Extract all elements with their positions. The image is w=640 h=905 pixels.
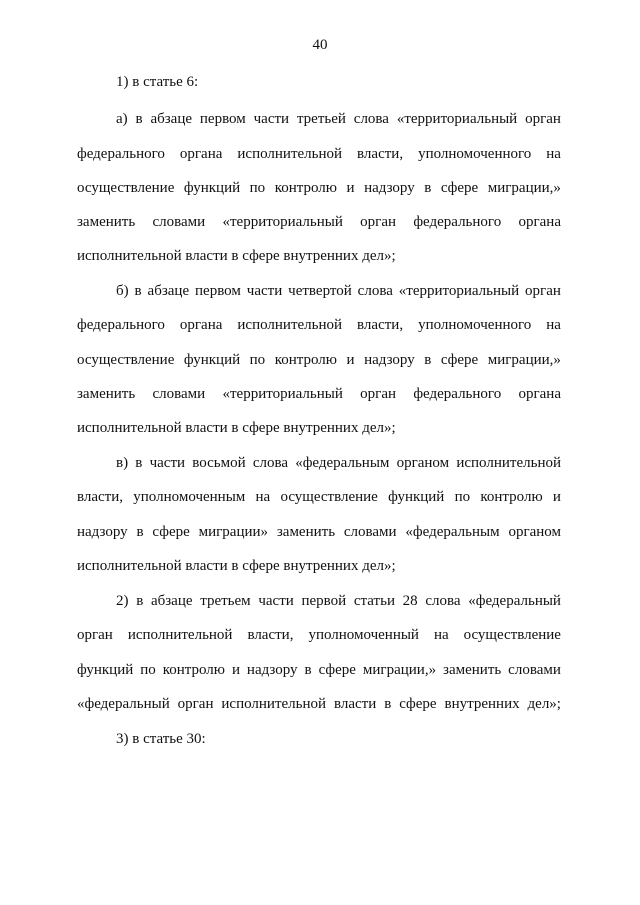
word: надзору bbox=[364, 180, 415, 196]
text-line bbox=[77, 178, 561, 198]
word: власти, bbox=[77, 489, 124, 505]
word: третьем bbox=[200, 593, 251, 609]
word: исполнительной bbox=[237, 146, 343, 162]
word: «федеральным bbox=[405, 524, 500, 540]
word: первом bbox=[199, 111, 246, 127]
word: в bbox=[424, 352, 432, 368]
word: словами bbox=[152, 386, 206, 402]
word: слова bbox=[353, 111, 389, 127]
word: по bbox=[249, 352, 266, 368]
word: «территориальный bbox=[398, 283, 520, 299]
word: абзаце bbox=[147, 283, 190, 299]
word: уполномоченного bbox=[418, 146, 532, 162]
word: на bbox=[546, 317, 561, 333]
word: орган bbox=[77, 627, 113, 643]
word: власти, bbox=[247, 627, 294, 643]
word: сфере bbox=[399, 696, 437, 712]
word: миграции,» bbox=[487, 352, 561, 368]
word: первом bbox=[195, 283, 241, 299]
text-line bbox=[116, 453, 561, 473]
word: в) bbox=[116, 455, 129, 471]
word: надзору bbox=[77, 524, 128, 540]
word: 28 bbox=[402, 593, 418, 609]
word: контролю bbox=[480, 489, 543, 505]
word: заменить bbox=[443, 662, 502, 678]
word: «федеральный bbox=[77, 696, 170, 712]
word: абзаце bbox=[150, 593, 193, 609]
word: словами bbox=[343, 524, 397, 540]
word: органа bbox=[518, 214, 561, 230]
word: органа bbox=[179, 146, 223, 162]
word: в bbox=[135, 455, 143, 471]
word: органа bbox=[518, 386, 561, 402]
word: в bbox=[136, 593, 144, 609]
word: словами bbox=[508, 662, 561, 678]
word: третьей bbox=[296, 111, 346, 127]
word: «территориальный bbox=[222, 386, 343, 402]
word: восьмой bbox=[192, 455, 246, 471]
word: в bbox=[304, 662, 312, 678]
word: и bbox=[552, 489, 561, 505]
word: власти, bbox=[357, 146, 404, 162]
word: абзаце bbox=[150, 111, 193, 127]
word: осуществление bbox=[463, 627, 561, 643]
word: заменить bbox=[77, 386, 136, 402]
word: контролю bbox=[274, 352, 337, 368]
word: в bbox=[384, 696, 392, 712]
word: в bbox=[135, 111, 143, 127]
line-text: исполнительной власти в сфере внутренних дел»; bbox=[77, 420, 396, 436]
word: на bbox=[546, 146, 561, 162]
word: контролю bbox=[274, 180, 337, 196]
line-text: исполнительной власти в сфере внутренних дел»; bbox=[77, 248, 396, 264]
word: функций bbox=[183, 180, 241, 196]
text-line bbox=[77, 694, 561, 714]
word: в bbox=[424, 180, 432, 196]
text-line bbox=[116, 591, 561, 611]
word: сфере bbox=[440, 180, 479, 196]
word: орган bbox=[177, 696, 214, 712]
word: внутренних bbox=[444, 696, 520, 712]
text-line bbox=[116, 729, 561, 749]
word: и bbox=[231, 662, 240, 678]
text-line bbox=[77, 418, 561, 438]
word: части bbox=[258, 593, 294, 609]
word: части bbox=[149, 455, 186, 471]
word: по bbox=[454, 489, 471, 505]
word: «федеральным bbox=[295, 455, 390, 471]
word: надзору bbox=[364, 352, 415, 368]
word: органом bbox=[396, 455, 450, 471]
text-line bbox=[77, 246, 561, 266]
word: 2) bbox=[116, 593, 129, 609]
word: слова bbox=[425, 593, 461, 609]
text-line bbox=[77, 212, 561, 232]
word: словами bbox=[152, 214, 206, 230]
word: заменить bbox=[77, 214, 136, 230]
word: федерального bbox=[77, 317, 165, 333]
text-line bbox=[77, 384, 561, 404]
word: в bbox=[134, 283, 142, 299]
word: уполномоченным bbox=[133, 489, 246, 505]
word: уполномоченный bbox=[308, 627, 419, 643]
word: орган bbox=[525, 111, 561, 127]
word: «федеральный bbox=[468, 593, 561, 609]
word: четвертой bbox=[288, 283, 352, 299]
text-line bbox=[77, 315, 561, 335]
word: а) bbox=[116, 111, 128, 127]
word: власти bbox=[333, 696, 377, 712]
word: сфере bbox=[152, 524, 190, 540]
word: исполнительной bbox=[237, 317, 343, 333]
word: по bbox=[249, 180, 266, 196]
word: на bbox=[433, 627, 449, 643]
text-line bbox=[77, 144, 561, 164]
line-text: исполнительной власти в сфере внутренних дел»; bbox=[77, 558, 396, 574]
word: исполнительной bbox=[221, 696, 327, 712]
word: миграции» bbox=[198, 524, 269, 540]
word: власти, bbox=[357, 317, 404, 333]
word: и bbox=[346, 180, 355, 196]
word: орган bbox=[360, 386, 397, 402]
word: функций bbox=[388, 489, 445, 505]
word: уполномоченного bbox=[418, 317, 532, 333]
word: контролю bbox=[162, 662, 225, 678]
word: осуществление bbox=[77, 352, 175, 368]
word: исполнительной bbox=[456, 455, 561, 471]
text-line bbox=[116, 109, 561, 129]
word: части bbox=[253, 111, 290, 127]
word: миграции,» bbox=[362, 662, 437, 678]
word: в bbox=[136, 524, 144, 540]
text-line bbox=[77, 660, 561, 680]
page-number: 40 bbox=[312, 37, 328, 53]
word: федерального bbox=[413, 386, 502, 402]
line-text: 1) в статье 6: bbox=[116, 74, 199, 90]
word: статьи bbox=[353, 593, 395, 609]
word: заменить bbox=[276, 524, 336, 540]
word: федерального bbox=[413, 214, 502, 230]
word: осуществление bbox=[77, 180, 175, 196]
word: дел»; bbox=[527, 696, 561, 712]
word: «территориальный bbox=[222, 214, 343, 230]
word: слова bbox=[357, 283, 393, 299]
word: органа bbox=[179, 317, 223, 333]
word: осуществление bbox=[280, 489, 378, 505]
text-line bbox=[116, 281, 561, 301]
word: сфере bbox=[440, 352, 479, 368]
word: части bbox=[246, 283, 283, 299]
word: надзору bbox=[246, 662, 298, 678]
word: функций bbox=[77, 662, 134, 678]
word: «территориальный bbox=[396, 111, 518, 127]
text-line bbox=[116, 72, 561, 92]
word: орган bbox=[360, 214, 397, 230]
word: слова bbox=[252, 455, 288, 471]
text-line bbox=[77, 350, 561, 370]
word: б) bbox=[116, 283, 129, 299]
text-line bbox=[77, 487, 561, 507]
word: первой bbox=[301, 593, 347, 609]
word: орган bbox=[525, 283, 561, 299]
word: сфере bbox=[318, 662, 356, 678]
word: миграции,» bbox=[487, 180, 561, 196]
text-line bbox=[77, 522, 561, 542]
line-text: 3) в статье 30: bbox=[116, 731, 206, 747]
word: исполнительной bbox=[127, 627, 233, 643]
word: органом bbox=[508, 524, 561, 540]
word: федерального bbox=[77, 146, 165, 162]
text-line bbox=[77, 556, 561, 576]
word: на bbox=[255, 489, 271, 505]
word: и bbox=[346, 352, 355, 368]
word: по bbox=[140, 662, 156, 678]
text-line bbox=[77, 625, 561, 645]
word: функций bbox=[183, 352, 241, 368]
